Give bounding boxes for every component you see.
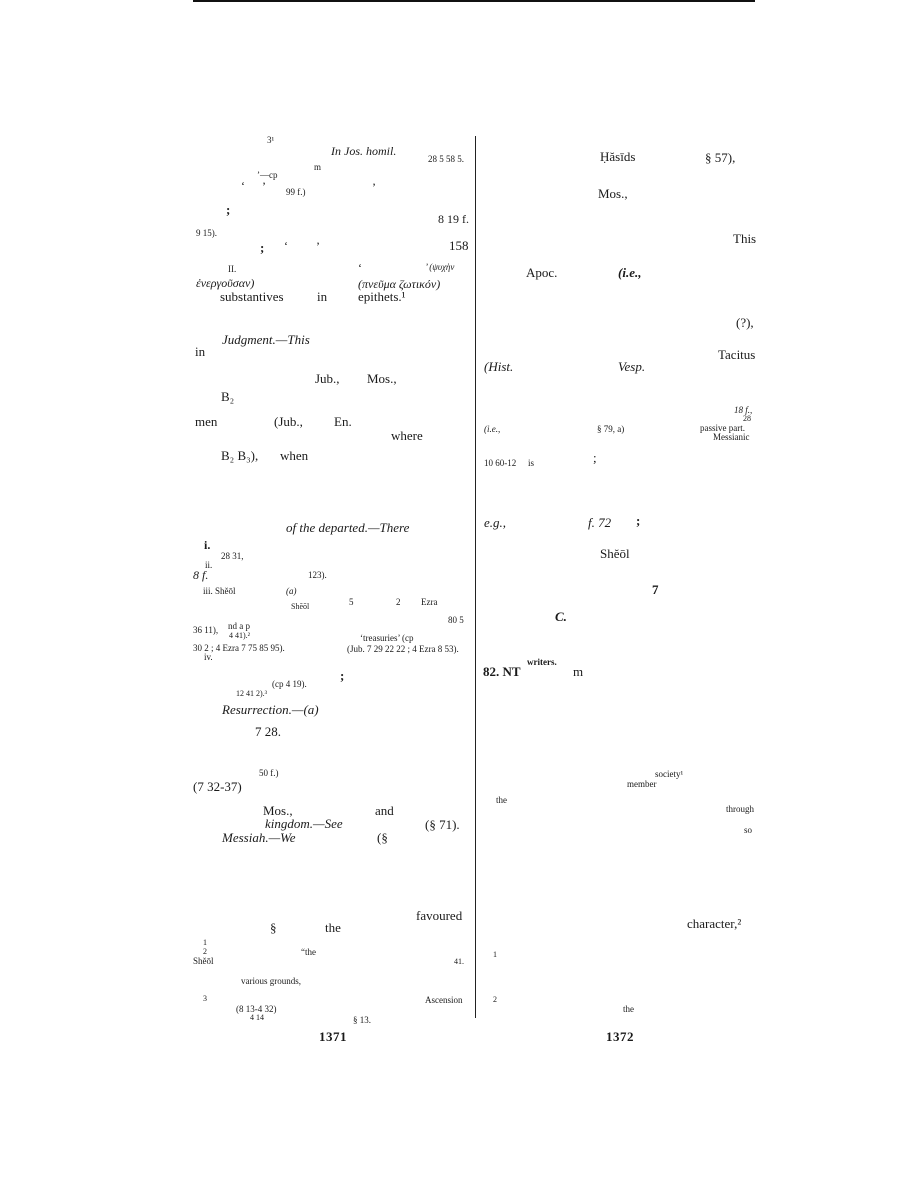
- left_column-text-fragment: the: [325, 920, 341, 935]
- left_column-text-fragment: (8 13-4 32): [236, 1004, 277, 1014]
- left_column-text-fragment: (πνεῦμα ζωτικόν): [358, 277, 441, 291]
- right_column-text-fragment: so: [744, 825, 753, 835]
- left_column-text-fragment: 28 5 58 5.: [428, 154, 464, 164]
- left_column-text-fragment: ;: [226, 202, 231, 217]
- left_column-text-fragment: 7 28.: [255, 724, 281, 739]
- right_column-text-fragment: is: [528, 458, 535, 468]
- right_column-text-fragment: 7: [652, 582, 659, 597]
- left_column-text-fragment: (§ 71).: [425, 817, 460, 832]
- right_column-text-fragment: § 57),: [705, 150, 736, 165]
- left_column-text-fragment: 4 14: [250, 1013, 264, 1022]
- left_column-text-fragment: ‘: [284, 239, 288, 253]
- left_column-text-fragment: In Jos. homil.: [331, 144, 397, 158]
- left_column-text-fragment: when: [280, 448, 309, 463]
- right_column-text-fragment: through: [726, 804, 754, 814]
- left_column-text-fragment: various grounds,: [241, 976, 301, 986]
- right_column-text-fragment: Vesp.: [618, 359, 646, 374]
- right_column-text-fragment: passive part.: [700, 423, 745, 433]
- left_column-text-fragment: II.: [228, 264, 237, 274]
- left_column-text-fragment: 41.: [454, 957, 464, 966]
- left_column-text-fragment: (Jub.,: [274, 414, 303, 429]
- left_column-text-fragment: B₂ B₃),: [221, 448, 259, 463]
- left_column-text-fragment: in: [195, 344, 206, 359]
- left_column-text-fragment: ‘treasuries’ (cp: [360, 633, 414, 643]
- right_column-text-fragment: C.: [555, 609, 567, 624]
- left_column-text-fragment: men: [195, 414, 218, 429]
- right_column-text-fragment: the: [496, 795, 507, 805]
- left_column-text-fragment: 3¹: [267, 135, 275, 145]
- right_column-text-fragment: (?),: [736, 315, 754, 330]
- left_column-text-fragment: Ascension: [425, 995, 463, 1005]
- left_column-text-fragment: ’—cp: [257, 170, 278, 180]
- right_column-text-fragment: (i.e.,: [484, 424, 501, 434]
- left_column-text-fragment: where: [391, 428, 423, 443]
- right_column-text-fragment: e.g.,: [484, 515, 507, 530]
- left_column-text-fragment: (§: [377, 830, 388, 845]
- right_column-text-fragment: Messianic: [713, 432, 750, 442]
- left_column-text-fragment: and: [375, 803, 394, 818]
- left_column-text-fragment: § 13.: [353, 1015, 371, 1025]
- left_column-text-fragment: 36 11),: [193, 625, 219, 635]
- left_column-text-fragment: 50 f.): [259, 768, 279, 778]
- right_column-text-fragment: character,²: [687, 916, 742, 931]
- left_column-text-fragment: iii. Shĕōl: [203, 586, 236, 596]
- right_column-text-fragment: ;: [636, 513, 641, 528]
- right_column-text-fragment: ;: [593, 450, 597, 465]
- right_column-text-fragment: 1: [493, 950, 497, 959]
- left_column-text-fragment: 99 f.): [286, 187, 306, 197]
- left_column-text-fragment: En.: [334, 414, 352, 429]
- left_column-text-fragment: §: [270, 920, 277, 935]
- left_column-text-fragment: nd a p: [228, 621, 250, 631]
- left_column-text-fragment: Messiah.—We: [222, 830, 296, 845]
- left_column-text-fragment: ’: [316, 239, 320, 253]
- left_column-text-fragment: Judgment.—This: [222, 332, 310, 347]
- left_column-text-fragment: epithets.¹: [358, 289, 406, 304]
- left_column-text-fragment: ;: [260, 240, 265, 255]
- left_column-text-fragment: Jub.,: [315, 371, 340, 386]
- column-divider: [475, 136, 476, 1018]
- left_column-text-fragment: 12 41 2).³: [236, 689, 268, 698]
- right_column-text-fragment: § 79, a): [597, 424, 625, 434]
- top-rule: [193, 0, 755, 2]
- left_column-text-fragment: ’ (ψυχὴν: [425, 262, 455, 272]
- left_column-text-fragment: 4 41).²: [229, 631, 251, 640]
- left_column-text-fragment: 123).: [308, 570, 327, 580]
- left_column-text-fragment: 2: [203, 947, 207, 956]
- right_column-text-fragment: Apoc.: [526, 265, 558, 280]
- left_column-text-fragment: favoured: [416, 908, 463, 923]
- left_column-text-fragment: ii.: [205, 560, 213, 570]
- left_column-text-fragment: (a): [286, 586, 297, 596]
- left_column-text-fragment: ἐνεργοῦσαν): [196, 276, 255, 290]
- right_column-text-fragment: (i.e.,: [618, 265, 642, 280]
- left_column-text-fragment: ‘: [358, 261, 362, 275]
- right_column-text-fragment: 2: [493, 995, 497, 1004]
- right_column-text-fragment: m: [573, 664, 584, 679]
- right_column-text-fragment: Ḥăsīds: [600, 149, 636, 164]
- right_column-text-fragment: 18 f.,: [734, 405, 753, 415]
- left_column-text-fragment: i.: [204, 538, 211, 552]
- left_column-text-fragment: B₂: [221, 389, 235, 404]
- right_column-text-fragment: member: [627, 779, 657, 789]
- page-number-right: 1372: [606, 1029, 634, 1044]
- left_column-text-fragment: kingdom.—See: [265, 816, 343, 831]
- left_column-text-fragment: “the: [301, 947, 316, 957]
- right_column-text-fragment: Shĕōl: [600, 546, 630, 561]
- right_column-text-fragment: Tacitus: [718, 347, 756, 362]
- left_column-text-fragment: 30 2 ; 4 Ezra 7 75 85 95).: [193, 643, 285, 653]
- left_column-text-fragment: substantives: [220, 289, 284, 304]
- right_column-text-fragment: 28: [743, 414, 751, 423]
- left_column-text-fragment: in: [317, 289, 328, 304]
- left_column-text-fragment: of the departed.—There: [286, 520, 410, 535]
- left_column-text-fragment: ;: [340, 668, 345, 683]
- left_column-text-fragment: 80 5: [448, 615, 464, 625]
- left_column-text-fragment: 158: [449, 238, 469, 253]
- left_column-text-fragment: iv.: [204, 652, 213, 662]
- right_column-text-fragment: 82. NT: [483, 664, 521, 679]
- left_column-text-fragment: Mos.,: [367, 371, 397, 386]
- right_column-text-fragment: 10 60-12: [484, 458, 517, 468]
- left_column-text-fragment: 9 15).: [196, 228, 217, 238]
- left_column-text-fragment: (Jub. 7 29 22 22 ; 4 Ezra 8 53).: [347, 644, 459, 654]
- right_column-text-fragment: Mos.,: [598, 186, 628, 201]
- left_column-text-fragment: Ezra: [421, 597, 438, 607]
- right_column-text-fragment: This: [733, 231, 757, 246]
- left_column-text-fragment: (cp 4 19).: [272, 679, 307, 689]
- left_column-text-fragment: ’: [262, 179, 266, 193]
- left_column-text-fragment: ’: [372, 180, 376, 194]
- left_column-text-fragment: Shĕōl: [193, 956, 214, 966]
- left_column-text-fragment: Shĕōl: [291, 602, 310, 611]
- right_column-text-fragment: writers.: [527, 657, 557, 667]
- left_column-text-fragment: (7 32-37): [193, 779, 242, 794]
- left_column-text-fragment: m: [314, 162, 322, 172]
- right_column-text-fragment: f. 72: [588, 515, 612, 530]
- left_column-text-fragment: 1: [203, 938, 207, 947]
- left_column-text-fragment: Resurrection.—(a): [222, 702, 319, 717]
- page-number-left: 1371: [319, 1029, 347, 1044]
- right_column-text-fragment: (Hist.: [484, 359, 514, 374]
- right_column-text-fragment: the: [623, 1004, 634, 1014]
- left_column-text-fragment: 5: [349, 597, 354, 607]
- left_column-text-fragment: 3: [203, 994, 207, 1003]
- left_column-text-fragment: 28 31,: [221, 551, 244, 561]
- left_column-text-fragment: Mos.,: [263, 803, 293, 818]
- left_column-text-fragment: 8 f.: [193, 568, 209, 582]
- right_column-text-fragment: society¹: [655, 769, 684, 779]
- left_column-text-fragment: 8 19 f.: [438, 212, 469, 226]
- left_column-text-fragment: ‘: [241, 179, 245, 193]
- left_column-text-fragment: 2: [396, 597, 401, 607]
